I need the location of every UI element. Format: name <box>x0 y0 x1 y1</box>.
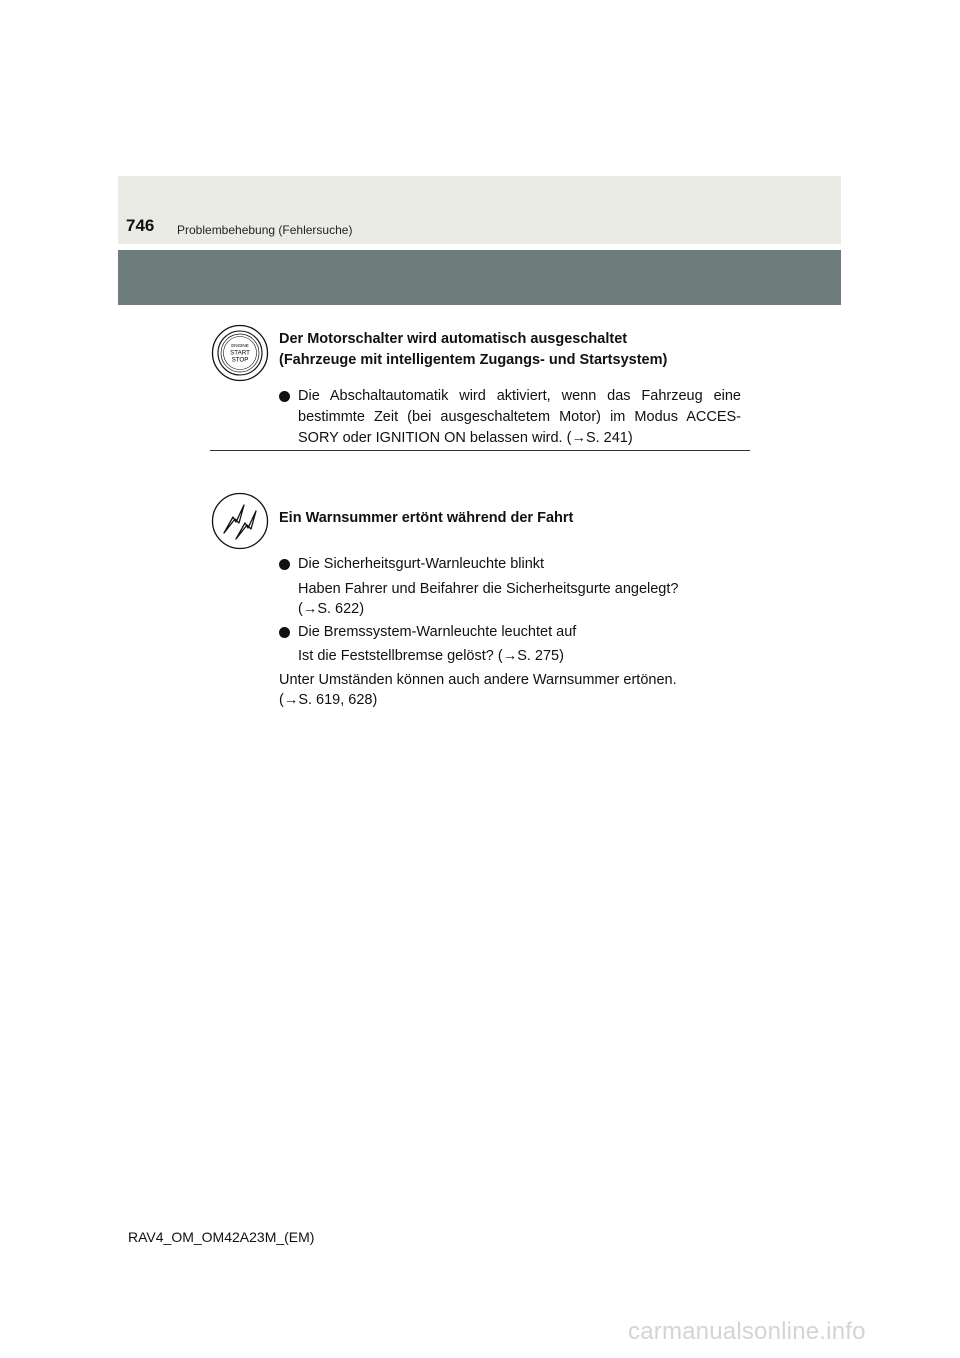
section-divider <box>210 450 750 451</box>
document-code: RAV4_OM_OM42A23M_(EM) <box>128 1229 315 1245</box>
bullet-icon <box>279 559 290 570</box>
section-title-warning-buzzer: Ein Warnsummer ertönt während der Fahrt <box>279 510 574 526</box>
svg-text:START: START <box>230 349 250 357</box>
bullet-text-line3: SORY oder IGNITION ON belassen wird. (→S. 241) <box>298 430 633 446</box>
engine-start-stop-button-icon <box>211 324 269 382</box>
svg-text:ENGINE: ENGINE <box>231 343 249 348</box>
bullet-text-line1: Die Abschaltautomatik wird aktiviert, wenn das Fahrzeug eine <box>298 388 741 404</box>
section-title-engine-switch-line2: (Fahrzeuge mit intelligentem Zugangs- und Startsystem) <box>279 352 668 368</box>
note-line1: Unter Umständen können auch andere Warnsummer ertönen. <box>279 672 677 688</box>
bullet-icon <box>279 627 290 638</box>
warning-buzzer-icon <box>211 492 269 550</box>
bullet-text: Die Bremssystem-Warnleuchte leuchtet auf <box>298 624 577 640</box>
bullet-text: Die Sicherheitsgurt-Warnleuchte blinkt <box>298 556 545 572</box>
note-line2: (→S. 619, 628) <box>279 692 378 708</box>
detail-brake: Ist die Feststellbremse gelöst? (→S. 275) <box>298 648 564 664</box>
section-title-engine-switch-line1: Der Motorschalter wird automatisch ausgeschaltet <box>279 331 628 347</box>
detail-seatbelt-line1: Haben Fahrer und Beifahrer die Sicherheitsgurte angelegt? <box>298 581 679 597</box>
header-bar <box>118 250 841 305</box>
chapter-title: Problembehebung (Fehlersuche) <box>177 223 353 237</box>
detail-seatbelt-line2: (→S. 622) <box>298 601 365 617</box>
watermark: carmanualsonline.info <box>628 1318 866 1345</box>
bullet-text-line2: bestimmte Zeit (bei ausgeschaltetem Motor) im Modus ACCES- <box>298 409 741 425</box>
bullet-icon <box>279 391 290 402</box>
page-number: 746 <box>126 216 155 235</box>
svg-text:STOP: STOP <box>231 356 249 364</box>
